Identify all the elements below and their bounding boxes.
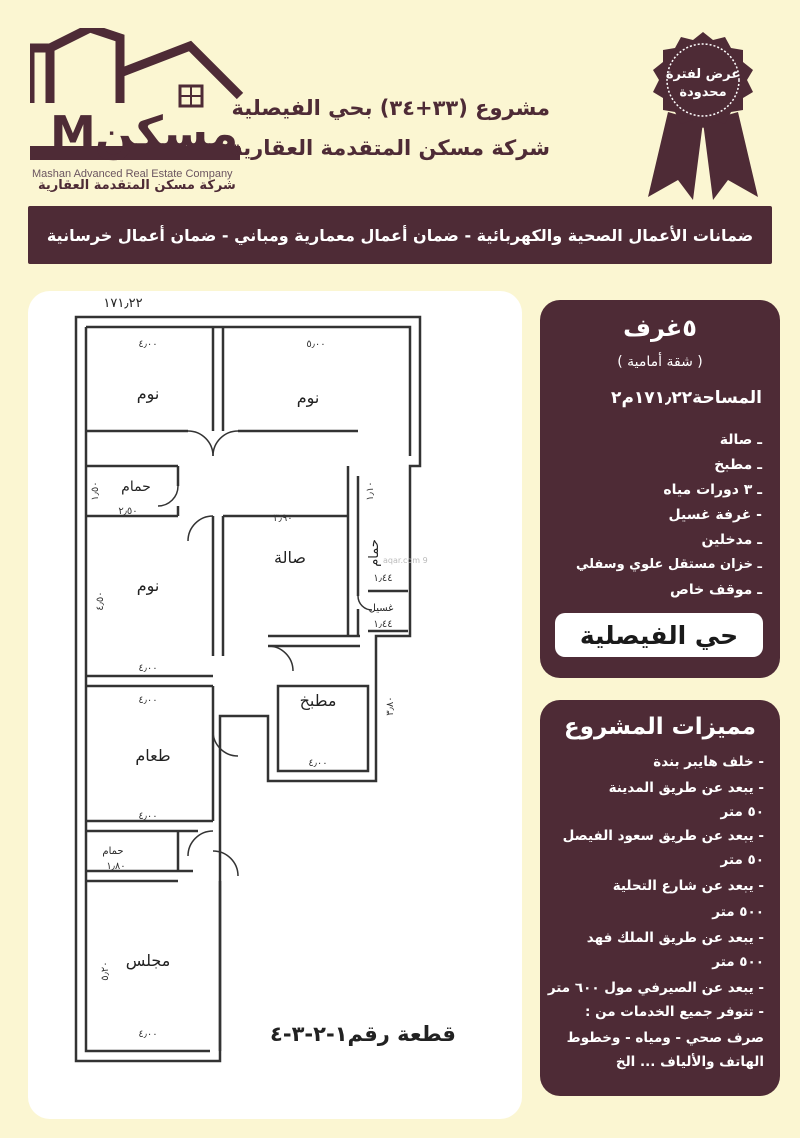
rooms-count: ٥غرف <box>623 314 697 342</box>
dim-bath1-height: ١٫٥٠ <box>90 481 101 501</box>
dim-bath3-height: ١٫١٠ <box>365 481 376 501</box>
dim-kitchen-width: ٤٫٠٠ <box>308 758 328 769</box>
dim-bed3-height: ٤٫٥٠ <box>95 591 106 611</box>
feature-item: ـ مطبخ <box>714 457 762 473</box>
room-bathroom-1: حمام <box>121 479 151 495</box>
feature-line: - تتوفر جميع الخدمات من : <box>584 1004 764 1020</box>
company-title: شركة مسكن المتقدمة العقارية <box>230 136 550 160</box>
guarantees-banner: ضمانات الأعمال الصحية والكهربائية - ضمان أعمال معمارية ومباني - ضمان أعمال خرسانية <box>28 206 772 264</box>
feature-item: ـ ٣ دورات مياه <box>663 482 762 498</box>
neighborhood-label: حي الفيصلية <box>555 613 763 657</box>
logo-word <box>50 106 238 160</box>
feature-line: ٥٠٠ متر <box>712 954 764 970</box>
logo-latin-letter: M <box>50 106 95 160</box>
dim-bath1-width: ٢٫٥٠ <box>118 506 138 517</box>
feature-item: - غرفة غسيل <box>668 507 762 523</box>
dim-majlis-width: ٤٫٠٠ <box>138 1029 158 1040</box>
feature-item: ـ صالة <box>719 432 762 448</box>
dim-bath2-width: ١٫٨٠ <box>106 861 126 872</box>
badge-line1: عرض لفترة <box>665 67 741 82</box>
floor-plan <box>28 291 522 1119</box>
feature-item: ـ موقف خاص <box>670 582 762 598</box>
limited-offer-badge <box>643 32 763 202</box>
dim-majlis-height: ٥٫٢٠ <box>100 961 111 981</box>
logo-arabic-name: شركة مسكن المتقدمة العقارية <box>38 178 236 193</box>
dim-laundry-width: ١٫٤٤ <box>373 619 393 630</box>
room-bedroom-1: نوم <box>136 384 160 403</box>
watermark: aqar.com 9 <box>383 556 428 565</box>
feature-line: صرف صحي - ومياه - وخطوط <box>566 1030 764 1046</box>
company-logo <box>30 28 245 198</box>
project-features-card <box>540 700 780 1096</box>
feature-line: - يبعد عن الصيرفي مول ٦٠٠ متر <box>547 980 764 996</box>
feature-item: ـ خزان مستقل علوي وسفلي <box>575 557 762 572</box>
room-living: صالة <box>274 548 306 567</box>
logo-english-name: Mashan Advanced Real Estate Company <box>32 168 233 180</box>
dim-bed3-width: ٤٫٠٠ <box>138 663 158 674</box>
room-majlis: مجلس <box>125 951 171 970</box>
feature-line: ٥٠ متر <box>720 804 764 820</box>
feature-line: - خلف هايبر بندة <box>653 754 764 770</box>
room-laundry: غسيل <box>368 603 394 614</box>
room-bathroom-3: حمام <box>367 539 382 567</box>
dim-dining-width-bottom: ٤٫٠٠ <box>138 811 158 822</box>
feature-item: ـ مدخلين <box>701 532 762 548</box>
features-title: مميزات المشروع <box>563 714 757 740</box>
dim-kitchen-height: ٣٫٨٠ <box>385 696 396 716</box>
feature-line: - يبعد عن طريق المدينة <box>608 780 764 796</box>
room-bathroom-2: حمام <box>102 846 124 857</box>
room-kitchen: مطبخ <box>299 691 337 710</box>
floor-plan-card <box>28 291 522 1119</box>
feature-line: الهاتف والألياف ... الخ <box>615 1054 764 1070</box>
ribbon-badge-shape <box>643 32 763 202</box>
plan-total-area: ١٧١٫٢٢ <box>103 296 143 311</box>
project-title: مشروع (٣٣+٣٤) بحي الفيصلية <box>231 96 550 120</box>
dim-bed2-width: ٥٫٠٠ <box>306 339 326 350</box>
feature-line: - يبعد عن طريق الملك فهد <box>586 930 764 946</box>
feature-line: ٥٠ متر <box>720 852 764 868</box>
room-bedroom-3: نوم <box>136 576 160 595</box>
feature-line: ٥٠٠ متر <box>712 904 764 920</box>
apartment-area: المساحة١٧١٫٢٢م٢ <box>611 388 762 408</box>
room-dining: طعام <box>135 746 171 765</box>
dim-dining-width-top: ٤٫٠٠ <box>138 695 158 706</box>
dim-living-width: ٣٫٩٠ <box>273 513 293 524</box>
feature-line: - يبعد عن شارع التحلية <box>612 878 764 894</box>
room-bedroom-2: نوم <box>296 388 320 407</box>
apartment-type: ( شقة أمامية ) <box>617 354 703 370</box>
badge-line2: محدودة <box>679 85 727 100</box>
dim-bath3-width: ١٫٤٤ <box>373 573 393 584</box>
dim-bed1-width: ٤٫٠٠ <box>138 339 158 350</box>
feature-line: - يبعد عن طريق سعود الفيصل <box>562 828 764 844</box>
plot-number-label: قطعة رقم١-٢-٣-٤ <box>270 1022 456 1046</box>
logo-arabic-word: مسكن <box>94 106 239 160</box>
